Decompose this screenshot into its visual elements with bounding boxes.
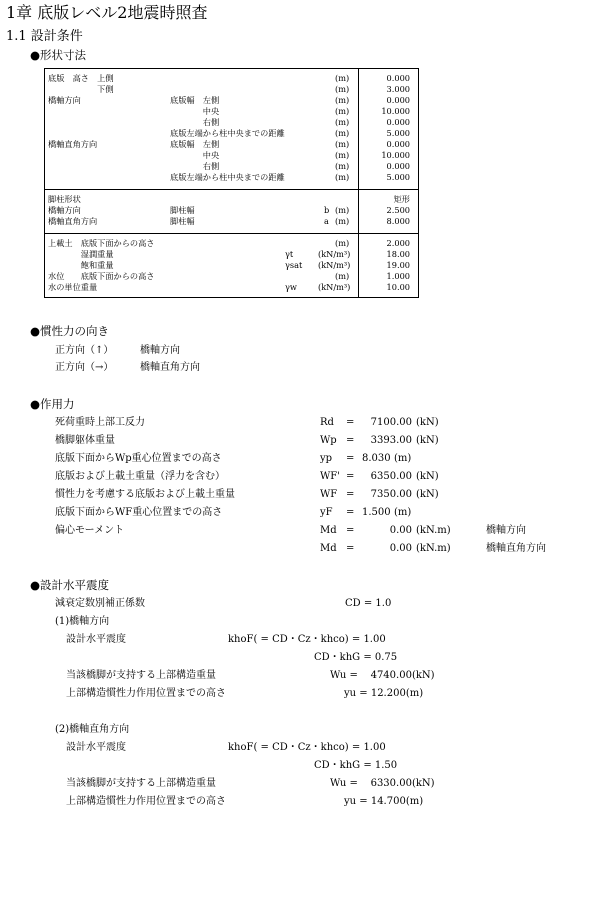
- force-unit: (kN.m): [416, 543, 451, 554]
- table-symbol: γsat: [285, 260, 303, 270]
- inertia-name: 橋軸方向: [140, 345, 180, 356]
- yu-equation: yu = 12.200(m): [344, 688, 424, 699]
- table-cell: 脚柱幅: [170, 205, 195, 215]
- table-unit: (m): [335, 95, 350, 105]
- shape-table-sep-1: [44, 189, 419, 190]
- inertia-dir: 正方向（→）: [55, 362, 114, 373]
- force-value: 0.00: [389, 543, 412, 554]
- table-unit: (kN/m³): [318, 282, 351, 292]
- table-value: 0.000: [386, 139, 410, 149]
- table-cell: 脚柱幅: [170, 216, 195, 226]
- inertia-heading: ●慣性力の向き: [30, 324, 110, 338]
- force-eq: =: [346, 525, 355, 536]
- force-eq: =: [346, 435, 355, 446]
- force-unit: (m): [394, 453, 412, 464]
- shape-table-sep-2: [44, 233, 419, 234]
- seismic-heading: ●設計水平震度: [30, 578, 110, 592]
- table-cell: 底版左端から柱中央までの距離: [170, 128, 285, 138]
- k-label: 設計水平震度: [66, 634, 126, 645]
- force-unit: (kN): [416, 489, 439, 500]
- table-unit: (m): [335, 150, 350, 160]
- force-unit: (kN.m): [416, 525, 451, 536]
- table-value: 8.000: [386, 216, 410, 226]
- table-value: 18.00: [386, 249, 410, 259]
- table-value: 0.000: [386, 161, 410, 171]
- table-cell: 橋軸方向: [48, 205, 81, 215]
- force-eq: =: [346, 543, 355, 554]
- table-cell: 橋軸方向: [48, 95, 81, 105]
- force-eq: =: [346, 453, 355, 464]
- forces-heading: ●作用力: [30, 397, 75, 411]
- wu-label: 当該橋脚が支持する上部構造重量: [66, 778, 216, 789]
- table-unit: (m): [335, 271, 350, 281]
- k-equation-2: CD・khG = 1.50: [314, 760, 398, 771]
- force-label: 死荷重時上部工反力: [55, 417, 145, 428]
- table-unit: (m): [335, 205, 350, 215]
- force-value: 7350.00: [370, 489, 412, 500]
- table-cell: 中央: [170, 150, 220, 160]
- force-unit: (kN): [416, 435, 439, 446]
- force-value: 1.500: [362, 507, 391, 518]
- table-value: 10.000: [381, 106, 410, 116]
- table-unit: (m): [335, 73, 350, 83]
- k-equation: khoF( = CD・Cz・khco) = 1.00: [228, 742, 386, 753]
- table-value: 5.000: [386, 172, 410, 182]
- table-unit: (kN/m³): [318, 260, 351, 270]
- force-symbol: yp: [320, 453, 333, 464]
- table-value: 0.000: [386, 73, 410, 83]
- table-unit: (m): [335, 117, 350, 127]
- k-equation-2: CD・khG = 0.75: [314, 652, 398, 663]
- table-value: 1.000: [386, 271, 410, 281]
- table-symbol: b: [324, 205, 330, 215]
- force-value: 0.00: [389, 525, 412, 536]
- wu-equation: Wu = 6330.00(kN): [330, 778, 435, 789]
- table-cell: 右側: [170, 117, 220, 127]
- force-label: 橋脚躯体重量: [55, 435, 115, 446]
- table-unit: (m): [335, 172, 350, 182]
- inertia-name: 橋軸直角方向: [140, 362, 200, 373]
- force-note: 橋軸直角方向: [486, 543, 546, 554]
- table-cell: 底版左端から柱中央までの距離: [170, 172, 285, 182]
- force-eq: =: [346, 489, 355, 500]
- table-cell: 下側: [48, 84, 114, 94]
- table-cell: 底版幅 左側: [170, 95, 220, 105]
- table-cell: 中央: [170, 106, 220, 116]
- shape-heading: ●形状寸法: [30, 48, 87, 62]
- cd-label: 減衰定数別補正係数: [55, 598, 145, 609]
- table-value: 3.000: [386, 84, 410, 94]
- table-symbol: γw: [285, 282, 297, 292]
- force-label: 偏心モーメント: [55, 525, 125, 536]
- table-cell: 脚柱形状: [48, 194, 81, 204]
- force-symbol: Rd: [320, 417, 334, 428]
- table-unit: (m): [335, 216, 350, 226]
- force-unit: (m): [394, 507, 412, 518]
- force-symbol: Md: [320, 543, 337, 554]
- table-cell: 湿潤重量: [48, 249, 114, 259]
- table-unit: (m): [335, 128, 350, 138]
- table-cell: 橋軸直角方向: [48, 216, 98, 226]
- force-label: 底版下面からWF重心位置までの高さ: [55, 507, 223, 518]
- table-value: 10.00: [386, 282, 410, 292]
- table-value: 矩形: [393, 194, 410, 204]
- table-unit: (m): [335, 238, 350, 248]
- table-value: 5.000: [386, 128, 410, 138]
- section-title: 1.1 設計条件: [6, 29, 83, 44]
- table-value: 10.000: [381, 150, 410, 160]
- chapter-title: 1章 底版レベル2地震時照査: [6, 3, 208, 22]
- force-label: 底版および上載土重量（浮力を含む）: [55, 471, 225, 482]
- wu-equation: Wu = 4740.00(kN): [330, 670, 435, 681]
- force-symbol: WF: [320, 489, 338, 500]
- table-symbol: a: [324, 216, 329, 226]
- force-symbol: Md: [320, 525, 337, 536]
- force-value: 6350.00: [370, 471, 412, 482]
- table-cell: 上載土 底版下面からの高さ: [48, 238, 155, 248]
- table-cell: 底版幅 左側: [170, 139, 220, 149]
- force-symbol: WF': [320, 471, 340, 482]
- table-value: 0.000: [386, 117, 410, 127]
- table-symbol: γt: [285, 249, 294, 259]
- wu-label: 当該橋脚が支持する上部構造重量: [66, 670, 216, 681]
- force-label: 慣性力を考慮する底版および上載土重量: [55, 489, 235, 500]
- table-cell: 右側: [170, 161, 220, 171]
- force-label: 底版下面からWp重心位置までの高さ: [55, 453, 222, 464]
- table-unit: (m): [335, 106, 350, 116]
- table-value: 0.000: [386, 95, 410, 105]
- table-unit: (m): [335, 161, 350, 171]
- force-eq: =: [346, 417, 355, 428]
- table-cell: 飽和重量: [48, 260, 114, 270]
- table-unit: (m): [335, 84, 350, 94]
- block-title: (2)橋軸直角方向: [55, 724, 130, 735]
- force-symbol: yF: [320, 507, 333, 518]
- table-cell: 底版 高さ 上側: [48, 73, 114, 83]
- force-unit: (kN): [416, 417, 439, 428]
- yu-label: 上部構造慣性力作用位置までの高さ: [66, 796, 226, 807]
- table-value: 2.000: [386, 238, 410, 248]
- force-eq: =: [346, 507, 355, 518]
- cd-value: CD = 1.0: [345, 598, 392, 609]
- force-note: 橋軸方向: [486, 525, 526, 536]
- force-value: 7100.00: [370, 417, 412, 428]
- force-value: 3393.00: [370, 435, 412, 446]
- force-eq: =: [346, 471, 355, 482]
- k-equation: khoF( = CD・Cz・khco) = 1.00: [228, 634, 386, 645]
- k-label: 設計水平震度: [66, 742, 126, 753]
- shape-table-divider: [358, 68, 359, 298]
- table-unit: (m): [335, 139, 350, 149]
- yu-equation: yu = 14.700(m): [344, 796, 424, 807]
- table-value: 2.500: [386, 205, 410, 215]
- table-cell: 水の単位重量: [48, 282, 98, 292]
- force-value: 8.030: [362, 453, 391, 464]
- table-cell: 水位 底版下面からの高さ: [48, 271, 155, 281]
- table-cell: 橋軸直角方向: [48, 139, 98, 149]
- block-title: (1)橋軸方向: [55, 616, 110, 627]
- force-symbol: Wp: [320, 435, 337, 446]
- inertia-dir: 正方向（↑）: [55, 345, 114, 356]
- table-value: 19.00: [386, 260, 410, 270]
- force-unit: (kN): [416, 471, 439, 482]
- table-unit: (kN/m³): [318, 249, 351, 259]
- yu-label: 上部構造慣性力作用位置までの高さ: [66, 688, 226, 699]
